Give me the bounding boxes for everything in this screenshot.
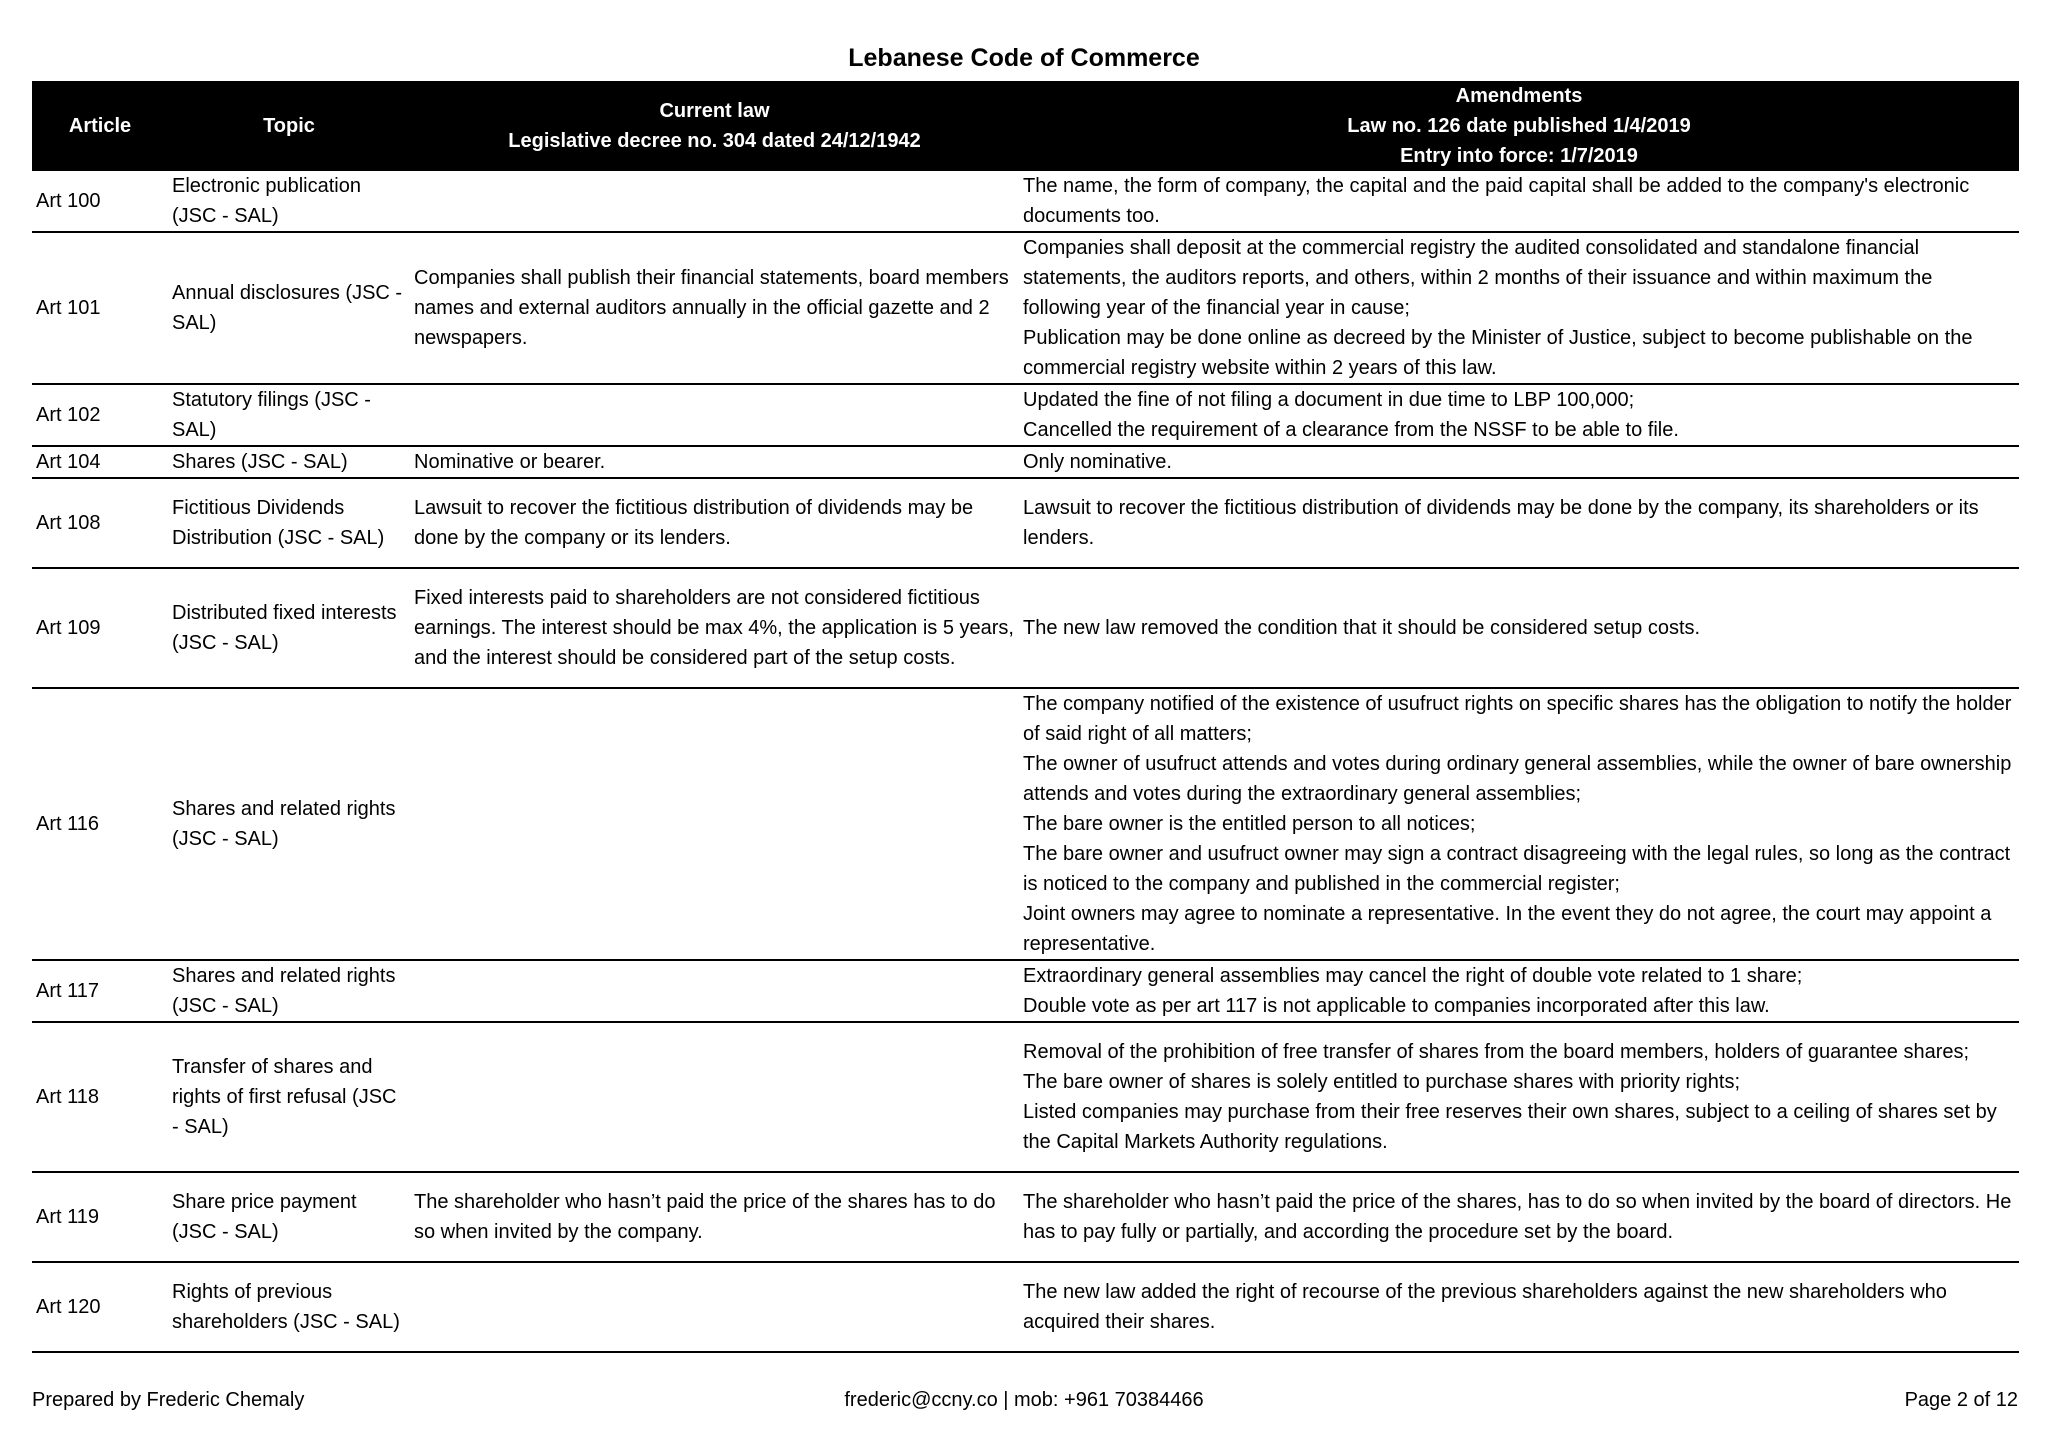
amendment-line: Removal of the prohibition of free transfer of shares from the board members, holders of guarantee shares; — [1023, 1041, 1970, 1063]
cell-amendments — [1019, 1262, 2019, 1352]
amendment-line: Cancelled the requirement of a clearance from the NSSF to be able to file. — [1023, 419, 1679, 441]
cell-current-law — [410, 171, 1019, 232]
table-header — [32, 81, 2019, 171]
comparison-table — [32, 81, 2019, 1353]
cell-amendments — [1019, 171, 2019, 232]
cell-amendments — [1019, 960, 2019, 1022]
cell-topic: Statutory filings (JSC - SAL) — [168, 384, 410, 446]
header-amendments-law: Law no. 126 date published 1/4/2019 — [1347, 115, 1691, 137]
amendment-line: The bare owner is the entitled person to all notices; — [1023, 813, 1476, 835]
header-amendments-title: Amendments — [1455, 85, 1583, 107]
cell-topic: Shares and related rights (JSC - SAL) — [168, 688, 410, 960]
cell-topic: Annual disclosures (JSC - SAL) — [168, 232, 410, 384]
header-current-law-title: Current law — [659, 100, 770, 122]
cell-topic: Share price payment (JSC - SAL) — [168, 1172, 410, 1262]
cell-current-law — [410, 1262, 1019, 1352]
header-current-law — [410, 81, 1019, 171]
amendment-line: Joint owners may agree to nominate a representative. In the event they do not agree, the court may appoint a representative. — [1023, 903, 1992, 955]
footer-contact: frederic@ccny.co | mob: +961 70384466 — [844, 1389, 1204, 1411]
cell-article: Art 119 — [32, 1172, 168, 1262]
table-row — [32, 1172, 2019, 1262]
cell-article: Art 116 — [32, 688, 168, 960]
amendment-line: The shareholder who hasn’t paid the price of the shares, has to do so when invited by the board of directors. He has to pay fully or partially, and according the procedure set by the board. — [1023, 1191, 2012, 1243]
cell-article: Art 109 — [32, 568, 168, 688]
amendment-line: The new law added the right of recourse of the previous shareholders against the new shareholders who acquired their shares. — [1023, 1281, 1947, 1333]
cell-article: Art 118 — [32, 1022, 168, 1172]
amendment-line: Listed companies may purchase from their free reserves their own shares, subject to a ceiling of shares set by the Capital Markets Authority regulations. — [1023, 1101, 1997, 1153]
amendment-line: The company notified of the existence of usufruct rights on specific shares has the obligation to notify the holder of said right of all matters; — [1023, 693, 2012, 745]
cell-amendments — [1019, 232, 2019, 384]
table-row — [32, 478, 2019, 568]
cell-amendments — [1019, 568, 2019, 688]
table-row — [32, 384, 2019, 446]
amendment-line: The name, the form of company, the capital and the paid capital shall be added to the company's electronic documents too. — [1023, 175, 1970, 227]
cell-article: Art 101 — [32, 232, 168, 384]
header-amendments — [1019, 81, 2019, 171]
amendment-line: Publication may be done online as decreed by the Minister of Justice, subject to become publishable on the commercial registry website within 2 years of this law. — [1023, 327, 1973, 379]
cell-topic: Distributed fixed interests (JSC - SAL) — [168, 568, 410, 688]
table-row — [32, 171, 2019, 232]
header-topic: Topic — [168, 81, 410, 171]
cell-current-law — [410, 384, 1019, 446]
cell-amendments — [1019, 688, 2019, 960]
cell-amendments — [1019, 384, 2019, 446]
table-row — [32, 688, 2019, 960]
cell-amendments — [1019, 478, 2019, 568]
cell-current-law: Fixed interests paid to shareholders are not considered fictitious earnings. The interest should be max 4%, the application is 5 years, and the interest should be considered part of the setup costs. — [410, 568, 1019, 688]
table-row — [32, 1022, 2019, 1172]
cell-article: Art 104 — [32, 446, 168, 478]
cell-current-law: Nominative or bearer. — [410, 446, 1019, 478]
cell-article: Art 108 — [32, 478, 168, 568]
header-current-law-decree: Legislative decree no. 304 dated 24/12/1942 — [508, 130, 921, 152]
cell-amendments — [1019, 1022, 2019, 1172]
document-title: Lebanese Code of Commerce — [848, 44, 1200, 72]
amendment-line: The bare owner of shares is solely entitled to purchase shares with priority rights; — [1023, 1071, 1741, 1093]
amendment-line: Updated the fine of not filing a document in due time to LBP 100,000; — [1023, 389, 1635, 411]
cell-topic: Fictitious Dividends Distribution (JSC - SAL) — [168, 478, 410, 568]
table-row — [32, 446, 2019, 478]
cell-current-law: The shareholder who hasn’t paid the price of the shares has to do so when invited by the company. — [410, 1172, 1019, 1262]
cell-topic: Shares and related rights (JSC - SAL) — [168, 960, 410, 1022]
cell-current-law — [410, 960, 1019, 1022]
cell-article: Art 117 — [32, 960, 168, 1022]
cell-topic: Shares (JSC - SAL) — [168, 446, 410, 478]
footer-prepared-by: Prepared by Frederic Chemaly — [32, 1389, 305, 1411]
header-amendments-entry: Entry into force: 1/7/2019 — [1400, 145, 1638, 167]
table-row — [32, 1262, 2019, 1352]
cell-current-law — [410, 688, 1019, 960]
cell-topic: Rights of previous shareholders (JSC - SAL) — [168, 1262, 410, 1352]
cell-current-law: Lawsuit to recover the fictitious distribution of dividends may be done by the company or its lenders. — [410, 478, 1019, 568]
cell-current-law: Companies shall publish their financial statements, board members names and external auditors annually in the official gazette and 2 newspapers. — [410, 232, 1019, 384]
table-row — [32, 568, 2019, 688]
cell-amendments — [1019, 446, 2019, 478]
table-row — [32, 232, 2019, 384]
amendment-line: The bare owner and usufruct owner may sign a contract disagreeing with the legal rules, so long as the contract is noticed to the company and published in the commercial register; — [1023, 843, 2011, 895]
cell-amendments — [1019, 1172, 2019, 1262]
cell-topic: Electronic publication (JSC - SAL) — [168, 171, 410, 232]
amendment-line: Lawsuit to recover the fictitious distribution of dividends may be done by the company, its shareholders or its lenders. — [1023, 497, 1979, 549]
footer-page-number: Page 2 of 12 — [1904, 1389, 2018, 1411]
cell-topic: Transfer of shares and rights of first refusal (JSC - SAL) — [168, 1022, 410, 1172]
amendment-line: Double vote as per art 117 is not applicable to companies incorporated after this law. — [1023, 995, 1770, 1017]
amendment-line: Only nominative. — [1023, 451, 1172, 473]
amendment-line: Companies shall deposit at the commercial registry the audited consolidated and standalone financial statements, the auditors reports, and others, within 2 months of their issuance and within maximum the following year of the financial year in cause; — [1023, 237, 1933, 319]
cell-current-law — [410, 1022, 1019, 1172]
cell-article: Art 100 — [32, 171, 168, 232]
cell-article: Art 102 — [32, 384, 168, 446]
table-row — [32, 960, 2019, 1022]
table-body — [32, 171, 2019, 1352]
cell-article: Art 120 — [32, 1262, 168, 1352]
amendment-line: The owner of usufruct attends and votes during ordinary general assemblies, while the owner of bare ownership attends and votes during the extraordinary general assemblies; — [1023, 753, 2012, 805]
amendment-line: The new law removed the condition that it should be considered setup costs. — [1023, 617, 1701, 639]
header-article: Article — [32, 81, 168, 171]
amendment-line: Extraordinary general assemblies may cancel the right of double vote related to 1 share; — [1023, 965, 1803, 987]
